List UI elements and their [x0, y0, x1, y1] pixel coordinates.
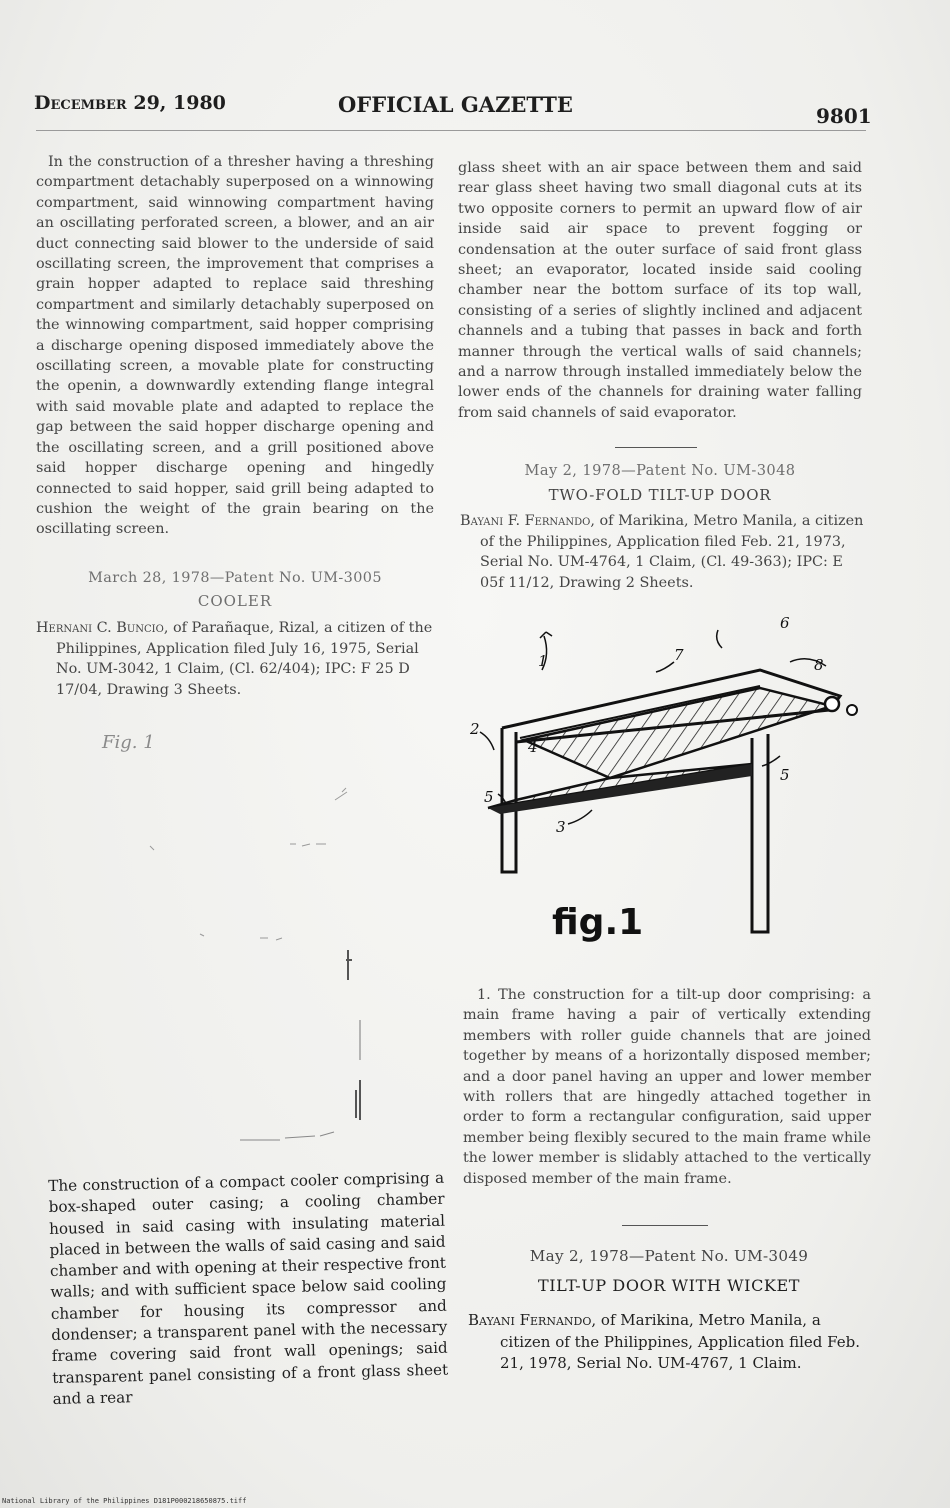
cooler-patent-line: March 28, 1978—Patent No. UM-3005	[88, 570, 382, 586]
door-title: TWO-FOLD TILT-UP DOOR	[548, 486, 772, 504]
door-patent-line: May 2, 1978—Patent No. UM-3048	[524, 462, 796, 479]
cooler-figure-traces	[150, 788, 360, 1140]
cooler-applicant-name: Hernani C. Buncio	[36, 620, 164, 636]
door-applicant-details: , of Marikina, Metro Manila, a citizen of the Philippines, Application filed Feb. 21, 1973, Serial No. UM-4764, 1 Claim, (Cl. 49-363); IPC: E 05f 11/12, Drawing 2 Sheets.	[480, 513, 864, 591]
ref-numeral: 3	[556, 818, 566, 836]
scan-caption: National Library of the Philippines D181P000218650875.tiff	[2, 1497, 247, 1505]
cooler-claim-cont-text: glass sheet with an air space between them and said rear glass sheet having two small diagonal cuts at its two opposite corners to permit an upward flow of air inside said air space to prevent fogging or condensation at the outer surface of said front glass sheet; an evaporator, located inside said cooling chamber near the bottom surface of its top wall, consisting of a series of slightly inclined and adjacent channels and a tubing that passes in back and forth manner through the vertical walls of said channels; and a narrow through installed immediately below the lower ends of the channels for draining water falling from said channels of said evaporator.	[458, 160, 862, 421]
ref-numeral: 6	[780, 614, 790, 632]
thresher-claim-text: In the construction of a thresher having a threshing compartment detachably superposed on a winnowing compartment, said winnowing compartment having an oscillating perforated screen, a blower, and an air duct connecting said blower to the underside of said oscillating screen, the improvement that comprises a grain hopper adapted to replace said threshing compartment and similarly detachably superposed on the winnowing compartment, said hopper comprising a discharge opening disposed immediately above the oscillating screen, a movable plate for constructing the openin, a downwardly extending flange integral with said movable plate and adapted to replace the gap between the said hopper discharge opening and the oscillating screen, and a grill positioned above said hopper discharge opening and hingedly connected to said hopper, said grill being adapted to cushion the weight of the grain bearing on the oscillating screen.	[36, 154, 434, 538]
roller	[847, 705, 857, 715]
ref-numeral: 5	[780, 766, 790, 784]
ref-numeral: 5	[484, 788, 494, 806]
cooler-applicant	[36, 618, 436, 700]
cooler-figure-label: Fig. 1	[102, 732, 155, 753]
cooler-claim-continued	[458, 158, 862, 423]
ref-numeral: 1	[538, 652, 548, 670]
door-figure-label: fig.1	[552, 902, 644, 943]
door-claim	[463, 985, 871, 1189]
wicket-applicant-details: , of Marikina, Metro Manila, a citizen of the Philippines, Application filed Feb. 21, 1978, Serial No. UM-4767, 1 Claim.	[500, 1311, 860, 1372]
door-claim-text: 1. The construction for a tilt-up door comprising: a main frame having a pair of vertically extending members with roller guide channels that are joined together by means of a horizontally disposed member; and a door panel having an upper and lower member with rollers that are hingedly attached together in order to form a rectangular configuration, said upper member being flexibly secured to the main frame while the lower member is slidably attached to the vertically disposed member of the main frame.	[463, 987, 871, 1187]
door-applicant	[460, 511, 864, 593]
wicket-patent-line: May 2, 1978—Patent No. UM-3049	[529, 1247, 809, 1265]
wicket-applicant	[468, 1310, 874, 1375]
cooler-applicant-details: , of Parañaque, Rizal, a citizen of the Philippines, Application filed July 16, 1975, Serial No. UM-3042, 1 Claim, (Cl. 62/404); IPC: F 25 D 17/04, Drawing 3 Sheets.	[56, 620, 433, 698]
tilt-up-door-figure	[460, 610, 880, 950]
gazette-date: December 29, 1980	[34, 92, 226, 114]
ref-numeral: 4	[528, 738, 538, 756]
page-number: 9801	[816, 104, 872, 128]
ref-numeral: 8	[814, 656, 824, 674]
ref-numeral: 2	[470, 720, 480, 738]
thresher-claim	[36, 152, 434, 540]
door-upper-panel	[524, 688, 832, 778]
cooler-claim-text: The construction of a compact cooler comprising a box-shaped outer casing; a cooling chamber housed in said casing with insulating material placed in between the walls of said casing and said chamber and with opening at their respective front walls; and with sufficient space below said cooling chamber for housing its compressor and dondenser; a transparent panel with the necessary frame covering said front wall openings; said transparent panel consisting of a front glass sheet and a rear	[48, 1168, 449, 1408]
hinge-roller	[825, 697, 839, 711]
gazette-title: OFFICIAL GAZETTE	[338, 92, 573, 117]
section-divider	[615, 447, 697, 448]
section-divider	[622, 1225, 708, 1226]
cooler-figure	[80, 720, 380, 1160]
door-applicant-name: Bayani F. Fernando	[460, 513, 591, 529]
cooler-title: COOLER	[197, 592, 273, 610]
wicket-title: TILT-UP DOOR WITH WICKET	[537, 1276, 801, 1295]
wicket-applicant-name: Bayani Fernando	[468, 1311, 592, 1329]
ref-numeral: 7	[674, 646, 684, 664]
header-rule	[36, 130, 866, 131]
cooler-claim	[48, 1168, 449, 1411]
